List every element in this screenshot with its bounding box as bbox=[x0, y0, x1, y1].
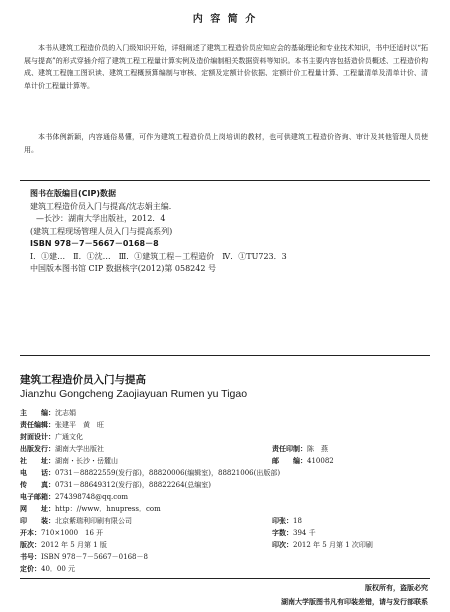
email-label: 电子邮箱： bbox=[20, 493, 55, 501]
sheets-value: 18 bbox=[293, 517, 302, 525]
divider-middle bbox=[20, 355, 430, 356]
printing-row bbox=[272, 540, 373, 550]
responsible-editor-label: 责任编辑： bbox=[20, 421, 55, 429]
postcode-row bbox=[272, 456, 334, 466]
fax-row bbox=[20, 480, 211, 490]
postcode-label: 邮 编： bbox=[272, 457, 307, 465]
cover-design-row bbox=[20, 432, 83, 442]
divider-bottom bbox=[20, 578, 430, 579]
website-label: 网 址： bbox=[20, 505, 55, 513]
sheets-label: 印张： bbox=[272, 517, 293, 525]
editor-value: 沈志娟 bbox=[55, 409, 76, 417]
address-label: 社 址： bbox=[20, 457, 55, 465]
printer-value: 北京紫瑞利印刷有限公司 bbox=[55, 517, 132, 525]
book-title-pinyin: Jianzhu Gongcheng Zaojiayuan Rumen yu Tigao bbox=[20, 388, 248, 400]
website-row bbox=[20, 504, 161, 514]
price-row bbox=[20, 564, 75, 574]
phone-row bbox=[20, 468, 280, 478]
intro-paragraph-2: 本书体例新颖，内容通俗易懂，可作为建筑工程造价员上岗培训的教材，也可供建筑工程造价咨询、审计及其他管理人员使用。 bbox=[24, 133, 428, 154]
cover-design-value: 广通文化 bbox=[55, 433, 83, 441]
phone-label: 电 话： bbox=[20, 469, 55, 477]
publisher-label: 出版发行： bbox=[20, 445, 55, 453]
editor-row bbox=[20, 408, 76, 418]
words-value: 394 千 bbox=[293, 529, 316, 537]
edition-label: 版次： bbox=[20, 541, 41, 549]
editor-label: 主 编： bbox=[20, 409, 55, 417]
print-error-notice: 湖南大学版图书凡有印装差错，请与发行部联系 bbox=[281, 598, 428, 606]
words-row bbox=[272, 528, 316, 538]
responsible-editor-value: 张建平 黄 旺 bbox=[55, 421, 104, 429]
words-label: 字数： bbox=[272, 529, 293, 537]
address-row bbox=[20, 456, 118, 466]
website-value: http：//www．hnupress．com bbox=[55, 505, 161, 513]
intro-title: 内 容 简 介 bbox=[192, 14, 258, 25]
price-label: 定价： bbox=[20, 565, 41, 573]
edition-row bbox=[20, 540, 107, 550]
cip-classification: Ⅰ．①建… Ⅱ．①沈… Ⅲ．①建筑工程－工程造价 Ⅳ．①TU723．3 bbox=[30, 251, 287, 261]
format-label: 开本： bbox=[20, 529, 41, 537]
bookno-label: 书号： bbox=[20, 553, 41, 561]
postcode-value: 410082 bbox=[307, 457, 334, 465]
fax-value: 0731－88649312(发行部)，88822264(总编室) bbox=[55, 481, 211, 489]
format-value: 710×1000 16 开 bbox=[41, 529, 104, 537]
edition-value: 2012 年 5 月第 1 版 bbox=[41, 541, 107, 549]
publisher-row bbox=[20, 444, 104, 454]
cover-design-label: 封面设计： bbox=[20, 433, 55, 441]
cip-block bbox=[30, 188, 287, 276]
cip-line-title: 建筑工程造价员入门与提高/沈志娟主编． bbox=[30, 201, 177, 211]
printing-value: 2012 年 5 月第 1 次印刷 bbox=[293, 541, 373, 549]
publisher-value: 湖南大学出版社 bbox=[55, 445, 104, 453]
cip-library-number: 中国版本图书馆 CIP 数据核字(2012)第 058242 号 bbox=[30, 264, 216, 273]
bookno-value: ISBN 978－7－5667－0168－8 bbox=[41, 553, 148, 561]
divider-top bbox=[20, 180, 430, 181]
email-value: 274398748@qq.com bbox=[55, 493, 129, 501]
intro-paragraph-1: 本书从建筑工程造价员的入门级知识开始，详细阐述了建筑工程造价员应知应会的基础理论和专业技术知识，书中还适时以“拓展与提高”的形式穿插介绍了建筑工程工程量计算实例及造价编制相关数据资料等知识。本书主要内容包括造价员概述、工程造价构成、建筑工程施工图识读、建筑工程概预算编制与审核、定额及定额计价依据、定额计价工程量计算、工程量清单及清单计价、清单计价工程量计算等。 bbox=[24, 44, 428, 90]
book-title: 建筑工程造价员入门与提高 bbox=[20, 374, 146, 386]
bookno-row bbox=[20, 552, 148, 562]
cip-line-series: (建筑工程现场管理人员入门与提高系列) bbox=[30, 226, 173, 236]
email-row bbox=[20, 492, 128, 502]
address-value: 湖南・长沙・岳麓山 bbox=[55, 457, 118, 465]
phone-value: 0731－88822559(发行部)，88820006(编辑室)，88821006(出版部) bbox=[55, 469, 281, 477]
responsible-editor-row bbox=[20, 420, 104, 430]
printer-label: 印 装： bbox=[20, 517, 55, 525]
cip-line-publisher: —长沙：湖南大学出版社，2012．4 bbox=[36, 214, 166, 223]
format-row bbox=[20, 528, 103, 538]
cip-heading: 图书在版编目(CIP)数据 bbox=[30, 189, 117, 198]
print-manager-row bbox=[272, 444, 328, 454]
rights-notice: 版权所有，盗版必究 bbox=[365, 584, 428, 592]
fax-label: 传 真： bbox=[20, 481, 55, 489]
sheets-row bbox=[272, 516, 302, 526]
cip-isbn: ISBN 978－7－5667－0168－8 bbox=[30, 239, 159, 248]
print-manager-label: 责任印制： bbox=[272, 445, 307, 453]
printer-row bbox=[20, 516, 132, 526]
print-manager-value: 陈 燕 bbox=[307, 445, 328, 453]
price-value: 40．00 元 bbox=[41, 565, 76, 573]
printing-label: 印次： bbox=[272, 541, 293, 549]
